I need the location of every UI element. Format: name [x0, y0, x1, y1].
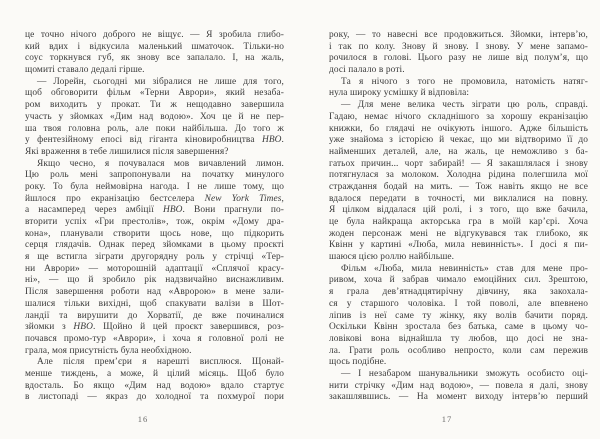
text-line: участь у зйомках «Дим над водою». Хоч це й не пер-: [25, 111, 284, 122]
text-line: і так по колу. Знову й знову. І знову. У мене запамо-: [329, 41, 588, 52]
text-line: Оскільки Квінн зростала без батька, саме в цьому чо-: [329, 322, 588, 333]
text-line: ловікові вона віднайшла ту любов, що досі не зна-: [329, 333, 588, 344]
text-line: соус торкнувся губ, як знову все запалало. І, на жаль,: [25, 53, 284, 64]
text-line: рочилося в голові. Цього разу не лише від полум’я, що: [329, 53, 588, 64]
text-line: гатьох причин... чорт забирай! — Я закашлялася і знову: [329, 158, 588, 169]
text-line: кона», планували створити щось нове, що підкорить: [25, 228, 284, 239]
page-number-left: 16: [137, 414, 149, 424]
text-line: я ще встигла зіграти другорядну роль у стрічці «Тер-: [25, 252, 284, 263]
text-line: щось подібне.: [329, 357, 387, 368]
text-line: ся у старшого чоловіка. І той поволі, але впевнено: [329, 298, 588, 309]
text-line: Фільм «Люба, мила невинність» став для мене про-: [341, 263, 588, 274]
text-line: Цю роль мені запропонували на початку минулого: [25, 170, 284, 181]
text-line: серця глядачів. Однак перед зйомками в цьому проєкті: [25, 240, 284, 251]
text-line: щоб обговорити фільм «Терни Аврори», який незаба-: [25, 88, 284, 99]
text-line: книжки, бо глядачі не очікують іншого. Адже більшість: [329, 123, 588, 134]
text-line: потягнулася за молоком. Холодна рідина полегшила мої: [329, 170, 588, 181]
text-line: Які враження в тебе лишилися після завершення?: [25, 146, 229, 157]
text-line: Квінн у картині «Люба, мила невинність». І досі я пи-: [329, 240, 588, 251]
text-line: вдалося передати в точності, ми виклалися на повну.: [329, 193, 588, 204]
text-line: вторити успіх «Гри престолів», тож, окрім «Дому дра-: [25, 217, 284, 227]
text-line: шаюся цією роллю найбільше.: [329, 252, 455, 263]
text-line: а насамперед через амбіції HBO. Вони прагнули по-: [25, 205, 284, 216]
text-line: це була найкраща акторська гра в моїй кар’єрі. Хоча: [329, 217, 588, 227]
text-line: нула широку усмішку й відповіла:: [329, 88, 470, 99]
text-line: року. То була неймовірна нагода. І не лише тому, що: [25, 181, 284, 192]
page-left: [25, 30, 284, 404]
text-line: ривом, хоча й забрав чимало емоційних сил. Зрештою,: [329, 275, 588, 286]
text-line: жоден персонаж мені не відгукувався так глибоко, як: [329, 228, 588, 239]
text-line: у фентезійному епосі від гіганта кіновиробництва HBO.: [25, 135, 284, 146]
text-line: Після завершення роботи над «Авророю» в мене зали-: [25, 287, 284, 298]
text-line: — Для мене велика честь зіграти цю роль, справді.: [341, 100, 588, 111]
text-line: ла. Грати роль особливо непросто, коли сам пережив: [329, 345, 588, 356]
text-line: уже знайома з історією й чекає, що ми відтворимо її до: [329, 135, 588, 146]
text-line: ні», — що й зробило рік надзвичайно виснажливим.: [25, 275, 284, 286]
text-line: щомиті ставало дедалі гірше.: [25, 65, 145, 76]
text-line: зйомки з HBO. Щойно й цей проєкт завершився, роз-: [25, 322, 284, 333]
text-line: шалися тільки вихідні, щоб спакувати валізи в Шот-: [25, 298, 284, 309]
text-line: досі палало в роті.: [329, 65, 405, 76]
text-line: найменших деталей, але, на жаль, це неможливо з ба-: [329, 146, 588, 157]
text-line: я грала дев’ятнадцятирічну дівчину, яка закохала-: [329, 287, 588, 298]
text-line: Я цілком віддалася цій ролі, і з того, що вже бачила,: [329, 205, 588, 216]
text-line: кий вдих і відкусила маленький шматочок. Тільки-но: [25, 41, 284, 52]
text-line: почався промо-тур «Аврори», і хоча я головної ролі не: [25, 333, 284, 344]
text-line: ліпив із неї саме ту жінку, яку волів бачити поряд.: [329, 310, 588, 321]
text-line: ландії та вирушити до Хорватії, де вже починалися: [25, 310, 284, 321]
text-line: в листопаді — якраз до холодної та похмурої пори: [25, 392, 284, 403]
text-line: року, — то навесні все продовжиться. Зйомки, інтерв’ю,: [329, 30, 588, 40]
text-line: Але після прем’єри я нарешті висплюся. Щонай-: [37, 357, 284, 368]
text-line: ша твоя головна роль, але поки найбільша. До того ж: [25, 123, 284, 134]
text-line: — Лорейн, сьогодні ми зібралися не лише для того,: [37, 76, 284, 87]
text-line: Якщо чесно, я почувалася мов вичавлений лимон.: [37, 158, 284, 169]
text-line: Гадаю, немає нічого складнішого за хорошу екранізацію: [329, 111, 588, 122]
text-line: — І незабаром шанувальники зможуть особисто оці-: [341, 368, 588, 379]
text-line: страждання бодай на мить. — Тож навіть якщо не все: [329, 181, 588, 192]
text-line: нити стрічку «Дим над водою», — повела я далі, знову: [329, 380, 588, 391]
text-line: йшлося про екранізацію бестселера New York Times,: [25, 193, 284, 204]
page-number-right: 17: [441, 414, 453, 424]
text-line: ром виходить у прокат. Ти ж нещодавно завершила: [25, 100, 284, 111]
text-line: вдосталь. Бо якщо «Дим над водою» вдало стартує: [25, 380, 284, 391]
text-line: грала, моя присутність була необхідною.: [25, 345, 192, 356]
text-line: ни Аврори» — моторошній адаптації «Сплячої красу-: [25, 263, 284, 274]
text-line: менше тиждень, а може, й цілий місяць. Щоб було: [25, 368, 284, 379]
text-line: Та я нічого з того не промовила, натомість натяг-: [341, 76, 588, 87]
text-line: закашлявшись. — На момент виходу інтерв’ю перший: [329, 392, 588, 403]
page-right: [329, 30, 588, 404]
text-line: це точно нічого доброго не віщує. — Я зробила глибо-: [25, 30, 284, 40]
